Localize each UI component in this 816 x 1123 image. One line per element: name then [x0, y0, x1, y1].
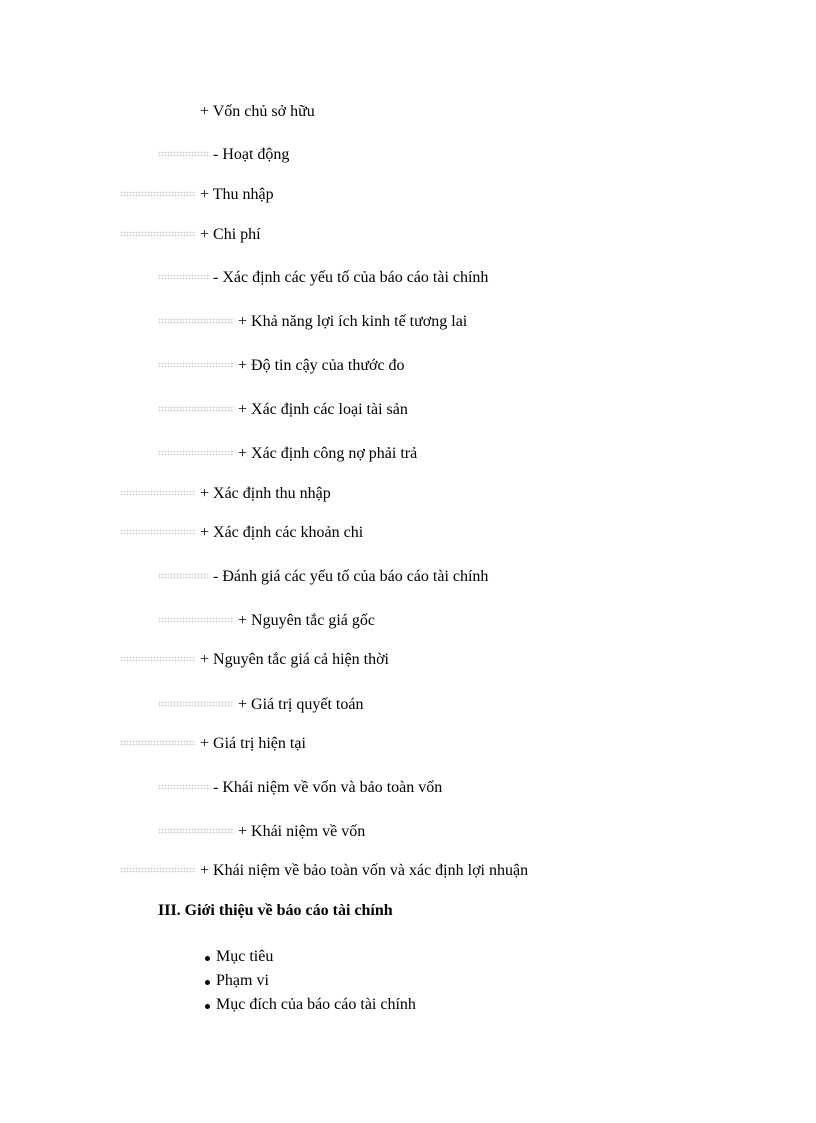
dotted-leader: [158, 828, 234, 834]
dotted-leader: [120, 656, 196, 662]
outline-item: [120, 650, 389, 670]
outline-item-text: + Giá trị quyết toán: [238, 696, 364, 713]
dotted-leader: [120, 867, 196, 873]
outline-item: [158, 567, 488, 587]
outline-item-text: + Giá trị hiện tại: [200, 735, 306, 752]
list-item: [205, 945, 416, 969]
outline-item: [158, 695, 363, 715]
outline-item-text: - Khái niệm về vốn và bảo toàn vốn: [213, 779, 443, 796]
dotted-leader: [158, 274, 210, 280]
outline-item-text: + Độ tin cậy của thước đo: [238, 357, 405, 374]
outline-item: [158, 145, 289, 165]
outline-item-text: + Khả năng lợi ích kinh tế tương lai: [238, 313, 468, 330]
list-item: [205, 993, 416, 1017]
outline-item-text: + Nguyên tắc giá cả hiện thời: [200, 651, 389, 668]
outline-item: [120, 225, 261, 245]
outline-item: [158, 356, 405, 376]
outline-item-text: + Vốn chủ sở hữu: [200, 103, 315, 120]
outline-item-text: - Hoạt động: [213, 146, 290, 163]
outline-item-text: - Đánh giá các yếu tố của báo cáo tài chính: [213, 568, 489, 585]
outline-item-text: + Xác định thu nhập: [200, 485, 331, 502]
section-heading: III. Giới thiệu về báo cáo tài chính: [158, 902, 393, 919]
outline-item-text: + Xác định các loại tài sản: [238, 401, 408, 418]
dotted-leader: [158, 318, 234, 324]
outline-item-text: + Chi phí: [200, 226, 261, 243]
outline-item: [120, 861, 528, 881]
outline-item: [158, 611, 375, 631]
outline-item-text: + Khái niệm về bảo toàn vốn và xác định lợi nhuận: [200, 862, 529, 879]
dotted-leader: [120, 740, 196, 746]
list-item: [205, 969, 416, 993]
outline-item-text: + Xác định công nợ phải trả: [238, 445, 418, 462]
dotted-leader: [158, 406, 234, 412]
bullet-text: Phạm vi: [216, 972, 269, 989]
dotted-leader: [158, 784, 210, 790]
bullet-list: [205, 945, 416, 1017]
bullet-text: Mục tiêu: [216, 948, 274, 965]
dotted-leader: [120, 490, 196, 496]
dotted-leader: [120, 529, 196, 535]
outline-item: [158, 400, 408, 420]
outline-item: [158, 268, 488, 288]
dotted-leader: [158, 701, 234, 707]
outline-item-text: + Thu nhập: [200, 186, 274, 203]
dotted-leader: [120, 191, 196, 197]
outline-item: [120, 185, 274, 205]
outline-item: [120, 523, 363, 543]
outline-item: [158, 312, 467, 332]
outline-item: [158, 778, 442, 798]
outline-item-text: + Khái niệm về vốn: [238, 823, 366, 840]
outline-item: [120, 734, 306, 754]
dotted-leader: [158, 573, 210, 579]
dotted-leader: [158, 362, 234, 368]
dotted-leader: [158, 450, 234, 456]
dotted-leader: [158, 151, 210, 157]
bullet-text: Mục đích của báo cáo tài chính: [216, 996, 416, 1013]
outline-item-text: + Nguyên tắc giá gốc: [238, 612, 375, 629]
dotted-leader: [120, 231, 196, 237]
dotted-leader: [158, 617, 234, 623]
outline-item: [158, 444, 417, 464]
outline-item-text: + Xác định các khoản chi: [200, 524, 364, 541]
outline-item: [200, 102, 315, 122]
outline-item-text: - Xác định các yếu tố của báo cáo tài chính: [213, 269, 489, 286]
outline-item: [120, 484, 331, 504]
outline-item: [158, 822, 365, 842]
